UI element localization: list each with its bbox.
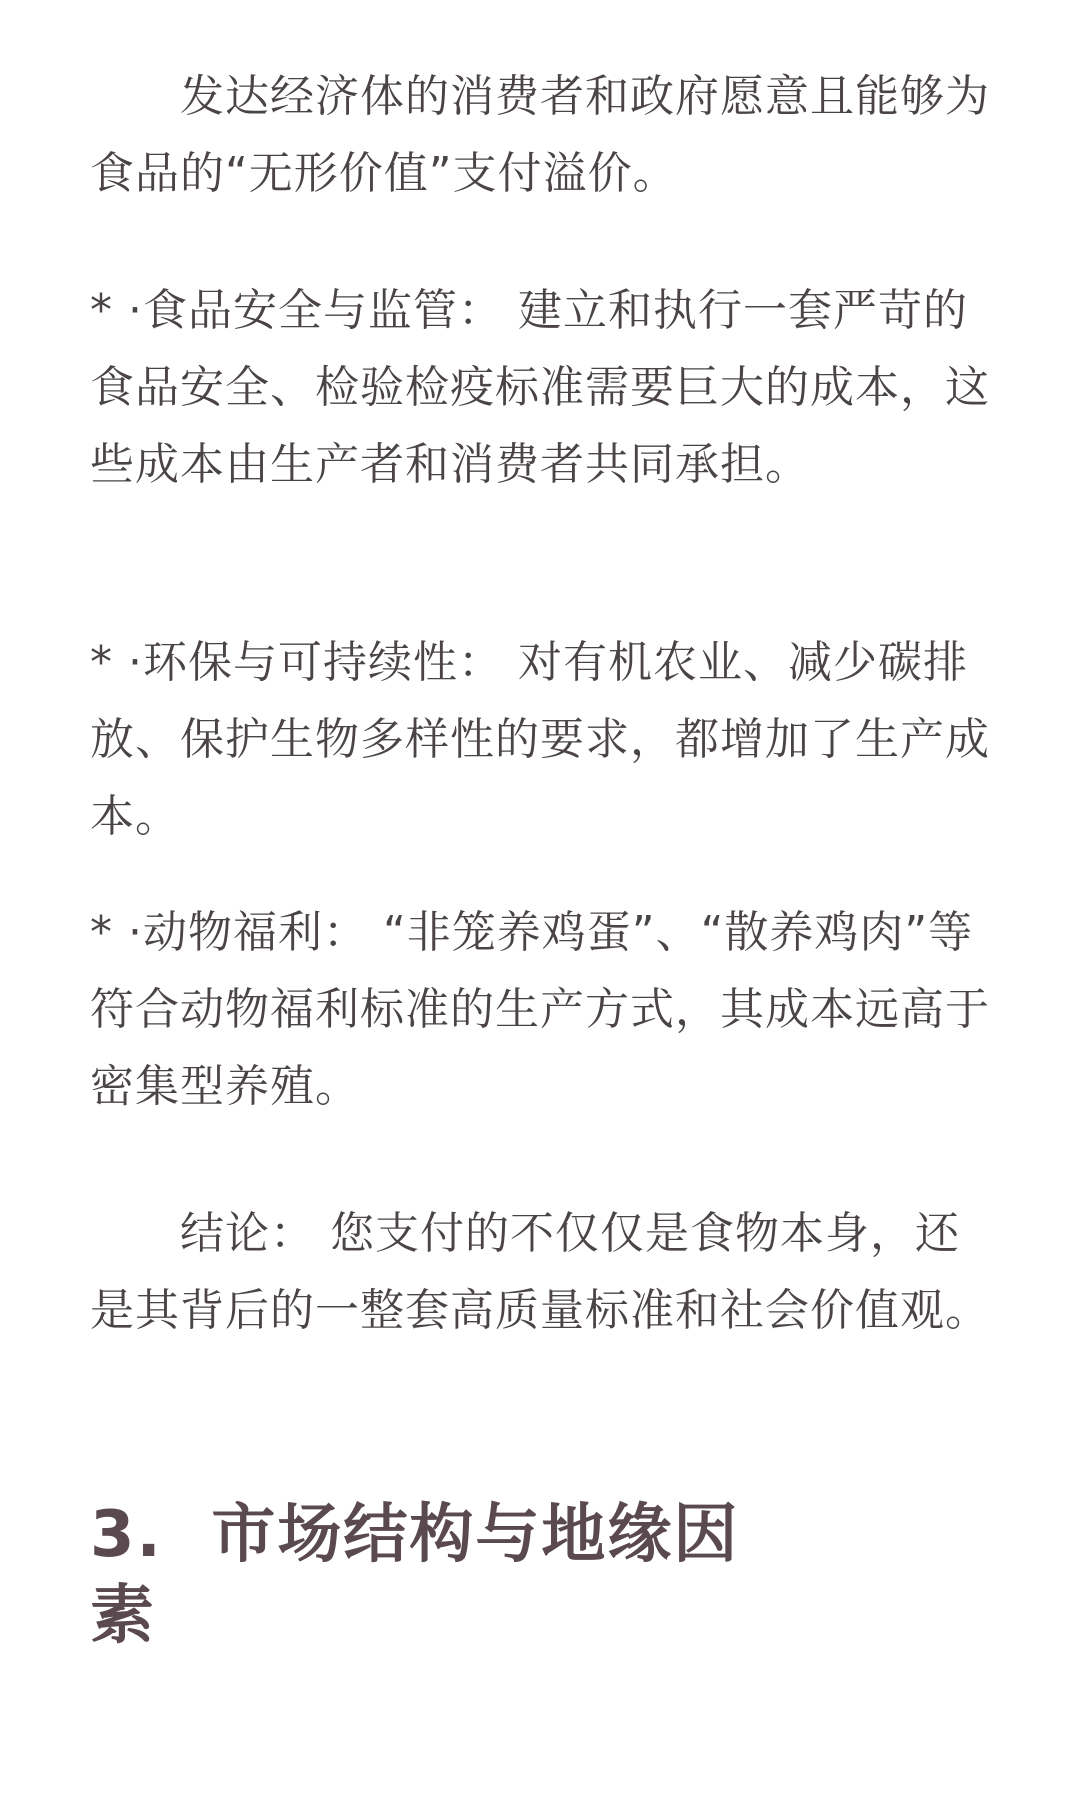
bullet-item-animal-welfare	[90, 894, 990, 1125]
conclusion-text: 您支付的不仅仅是食物本身，还是其背后的一整套高质量标准和社会价值观。	[90, 1208, 990, 1336]
intro-text: 发达经济体的消费者和政府愿意且能够为食品的“无形价值”支付溢价。	[90, 71, 990, 199]
bullet-item-food-safety	[90, 272, 990, 503]
section-number: 3.	[90, 1498, 163, 1572]
conclusion-label: 结论：	[180, 1208, 315, 1259]
bullet-item-environment	[90, 624, 990, 855]
bullet-text: 建立和执行一套严苛的食品安全、检验检疫标准需要巨大的成本，这些成本由生产者和消费者共同承担。	[90, 285, 990, 490]
bullet-label: 环保与可持续性：	[142, 637, 503, 688]
bullet-text: “非笼养鸡蛋”、“散养鸡肉”等符合动物福利标准的生产方式，其成本远高于密集型养殖。	[90, 907, 990, 1112]
bullet-marker: * ·	[90, 907, 143, 958]
section-heading	[90, 1495, 790, 1657]
bullet-marker: * ·	[90, 285, 143, 336]
bullet-text: 对有机农业、减少碳排放、保护生物多样性的要求，都增加了生产成本。	[90, 637, 990, 842]
conclusion-paragraph	[90, 1195, 990, 1349]
intro-paragraph	[90, 58, 990, 212]
bullet-marker: * ·	[90, 637, 143, 688]
bullet-label: 动物福利：	[142, 907, 368, 958]
section-title: 市场结构与地缘因素	[90, 1498, 740, 1653]
bullet-label: 食品安全与监管：	[142, 285, 503, 336]
